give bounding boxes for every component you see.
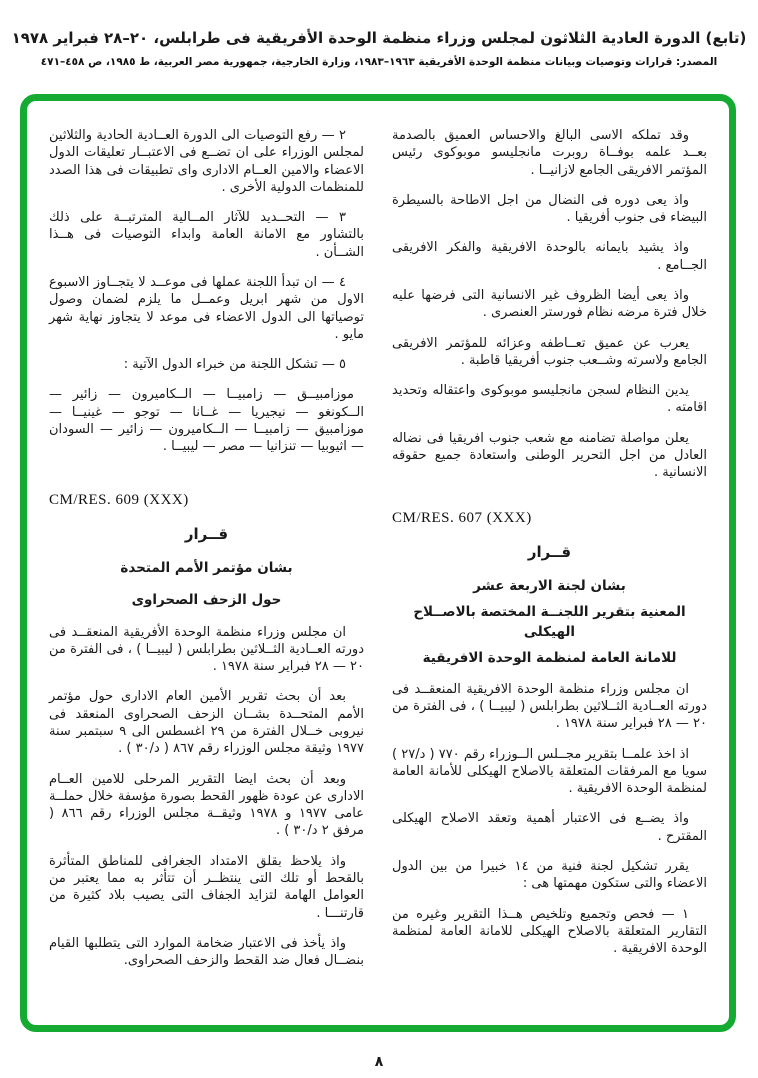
resolution-label-607: CM/RES. 607 (XXX) — [392, 509, 532, 526]
resolution-subtitle: المعنية بتقرير اللجنــة المختصة بالاصــلاح الهيكلى — [413, 604, 686, 640]
source-line: المصدر: قرارات وتوصيات وبيانات منظمة الوحدة الأفريقية ١٩٦٣–١٩٨٣، وزارة الخارجية، جمهورية مصر العربية، ط ١٩٨٥، ص ٤٥٨–٤٧١ — [40, 56, 718, 68]
paragraph: يقرر تشكيل لجنة فنية من ١٤ خبيرا من بين الدول الاعضاء والتى ستكون مهمتها هى : — [392, 859, 707, 892]
paragraph: بعد أن بحث تقرير الأمين العام الادارى حول مؤتمر الأمم المتحــدة بشــان الزحف الصحراوى المنعقد فى نيروبى خــلال الفترة من ٢٩ اغسطس الى ٩ سبتمبر سنة ١٩٧٧ وثيقة مجلس الوزراء رقم ٨٦٧ ( د/٣٠ ) . — [49, 689, 364, 757]
paragraph: واذ يعى دوره فى النضال من اجل الاطاحة بالسيطرة البيضاء فى جنوب أفريقيا . — [392, 192, 707, 226]
paragraph: ٥ — تشكل اللجنة من خبراء الدول الآتية : — [123, 357, 346, 373]
resolution-body — [49, 624, 364, 970]
paragraph: وقد تملكه الاسى البالغ والاحساس العميق بالصدمة بعــد علمه بوفــاة روبرت مانجليسو موبوكوى رئيس المؤتمر الافريقى الجامع لازانيــا . — [392, 128, 707, 178]
paragraph: واذ يضــع فى الاعتبار أهمية وتعقد الاصلاح الهيكلى المقترح . — [392, 811, 707, 844]
resolution-subtitle: للامانة العامة لمنظمة الوحدة الافريقية — [422, 650, 677, 667]
resolution-title: قــرار — [184, 524, 229, 543]
right-column — [392, 127, 707, 1015]
paragraph: وبعد أن بحث ايضا التقرير المرحلى للامين العــام الادارى عن عودة ظهور القحط بصورة مؤسفة خلال حملــة عامى ١٩٧٧ و ١٩٧٨ وثيقــة مجلس الوزراء رقم ٨٦٦ ( مرفق ٢ د/٣٠ ) . — [49, 771, 364, 839]
left-column — [49, 127, 364, 1015]
paragraph: واذ يلاحظ بقلق الامتداد الجغرافى للمناطق المتأثرة بالقحط أو تلك التى ينتظــر أن تتأثر به مما يعتبر من العوامل الهامة لتزايد الجفاف التى يصيب بلاد كثيرة من قارتنـــا . — [49, 853, 364, 921]
paragraph: يعلن مواصلة تضامنه مع شعب جنوب افريقيا فى نضاله العادل من اجل التحرير الوطنى واستعادة جميع حقوقه الانسانية . — [392, 430, 707, 481]
paragraph: واذ يشيد بايمانه بالوحدة الافريقية والفكر الافريقى الجــامع . — [392, 240, 707, 273]
paragraph: ٣ — التحــديد للآثار المــالية المترتبــة على ذلك بالتشاور مع الامانة العامة وابداء التوصيات فى هــذا الشــأن . — [49, 210, 364, 260]
content-border-box — [20, 94, 736, 1032]
page-title: (تابع) الدورة العادية الثلاثون لمجلس وزراء منظمة الوحدة الأفريقية فى طرابلس، ٢٠–٢٨ فبراير ١٩٧٨ — [11, 29, 747, 47]
paragraph: ان مجلس وزراء منظمة الوحدة الأفريقية المنعقــد فى دورته العــادية الثــلاثين بطرابلس ( ليبيــا ) ، فى الفترة من ٢٠ — ٢٨ فبراير سنة ١٩٧٨ . — [49, 624, 364, 675]
resolution-body — [392, 681, 707, 958]
page-number: ٨ — [374, 1054, 384, 1070]
resolution-title: قــرار — [527, 542, 572, 561]
paragraph: واذ يأخذ فى الاعتبار ضخامة الموارد التى يتطلبها القيام بنضــال فعال ضد القحط والزحف الصحراوى. — [49, 935, 364, 969]
paragraph: واذ يعى أيضا الظروف غير الانسانية التى فرضها عليه خلال فترة مرضه نظام فورستر العنصرى . — [392, 287, 707, 321]
paragraph: اذ اخذ علمــا بتقرير مجــلس الــوزراء رقم ٧٧٠ ( د/٢٧ ) سويا مع المرفقات المتعلقة بالاصلاح الهيكلى للأمانة العامة لمنظمة الوحدة الافريقية . — [392, 746, 707, 797]
resolution-subtitle: بشان لجنة الاربعة عشر — [473, 577, 626, 594]
paragraph: ١ — فحص وتجميع وتلخيص هــذا التقرير وغيره من التقارير المتعلقة بالاصلاح الهيكلى للامانة العامة لمنظمة الوحدة الافريقية . — [392, 906, 707, 957]
paragraph: ٢ — رفع التوصيات الى الدورة العــادية الحادية والثلاثين لمجلس الوزراء على ان تضــع فى الاعتبــار تعليقات الدول الاعضاء والامين العــام الادارى واى تطبيقات فى هذا الصدد للمنظمات الدولية الأخرى . — [49, 128, 364, 195]
country-list: موزامبيــق — زامبيــا — الــكاميرون — زائير — الــكونغو — نيجيريا — غــانا — توجو — غينيــا — موزامبيق — زامبيــا — الــكاميرون — زائير — السودان — اثيوبيا — تنزانيا — مصر — ليبيــا . — [49, 387, 364, 455]
resolution-subtitle: بشان مؤتمر الأمم المتحدة — [120, 559, 293, 576]
paragraph: يدين النظام لسجن مانجليسو موبوكوى واعتقاله وتحديد اقامته . — [392, 383, 707, 416]
two-column-layout — [27, 101, 729, 1025]
resolution-subtitle: حول الزحف الصحراوى — [131, 592, 282, 609]
resolution-label-609: CM/RES. 609 (XXX) — [49, 491, 189, 508]
page-header — [0, 0, 758, 68]
paragraph: يعرب عن عميق تعــاطفه وعزائه للمؤتمر الافريقى الجامع ولاسرته وشــعب جنوب أفريقيا قاطبة . — [392, 335, 707, 368]
page-footer — [0, 1051, 758, 1070]
paragraph: ان مجلس وزراء منظمة الوحدة الافريقية المنعقــد فى دورته العــادية الثــلاثين بطرابلس ( ليبيــا ) ، فى الفترة من ٢٠ — ٢٨ فبراير سنة ١٩٧٨ . — [392, 681, 707, 732]
paragraph: ٤ — ان تبدأ اللجنة عملها فى موعــد لا يتجــاوز الاسبوع الاول من شهر ابريل وعمــل ما يلزم لضمان وصول توصياتها الى الدول الاعضاء فى موعد لا يتجاوز نهاية شهر مايو . — [49, 274, 364, 342]
